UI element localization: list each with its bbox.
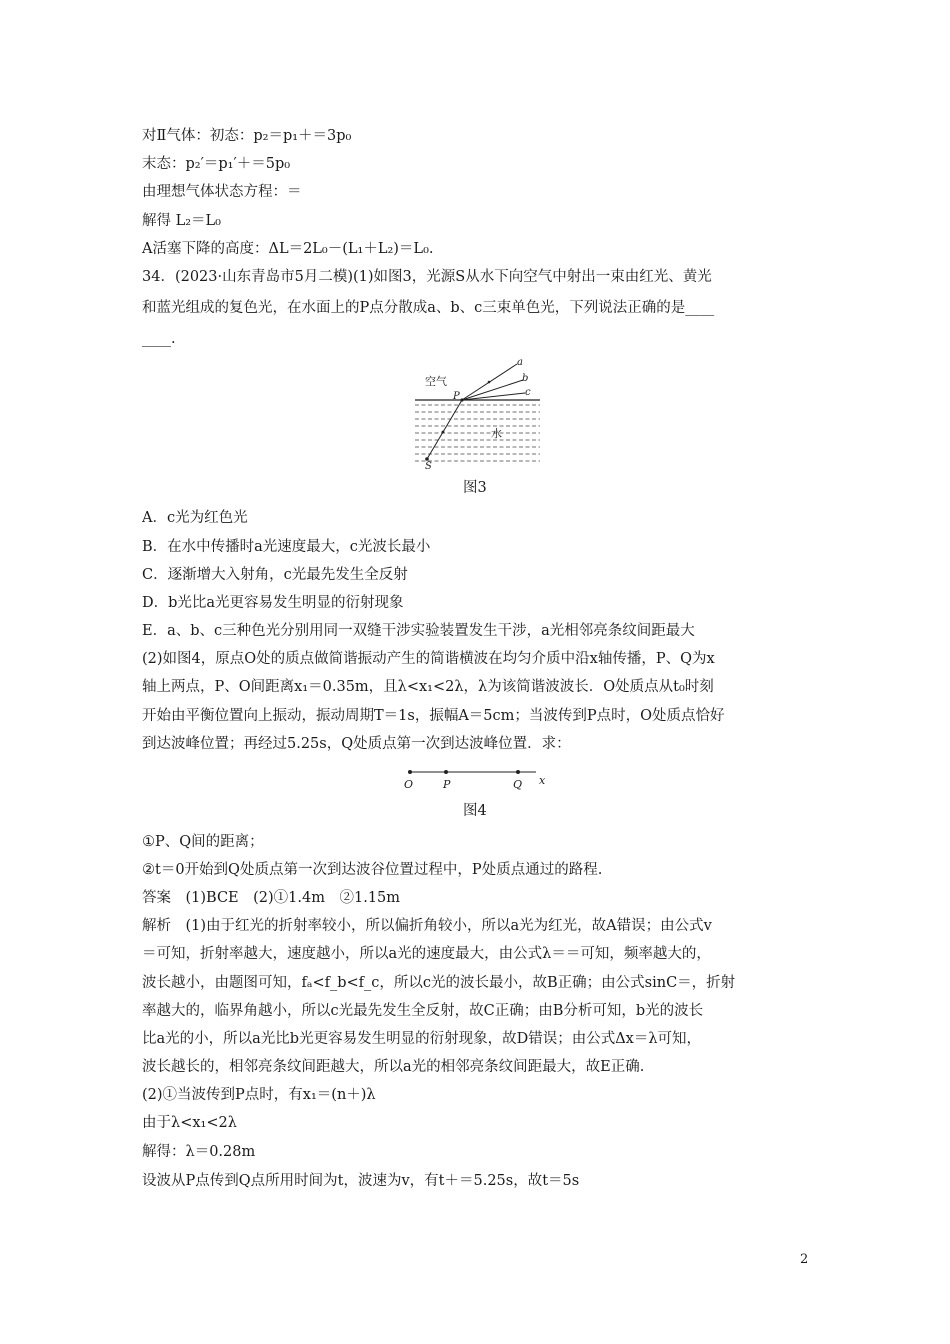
analysis-line: ＝可知，折射率越大，速度越小，所以a光的速度最大，由公式λ＝＝可知，频率越大的， — [142, 946, 711, 962]
figure-4-axis-diagram — [398, 762, 558, 792]
option-d: D．b光比a光更容易发生明显的衍射现象 — [142, 595, 404, 611]
label-c: c — [525, 387, 531, 398]
text-line: A活塞下降的高度：ΔL＝2L₀－(L₁＋L₂)＝L₀. — [142, 241, 434, 257]
label-P: P — [443, 778, 451, 791]
label-air: 空气 — [425, 375, 447, 388]
water-surface-dashes — [415, 405, 540, 461]
point-P-dot — [460, 398, 463, 401]
label-x: x — [539, 774, 546, 787]
question-34-line: 和蓝光组成的复色光，在水面上的P点分散成a、b、c三束单色光，下列说法正确的是____ — [142, 300, 715, 316]
part2-line: (2)如图4，原点O处的质点做简谐振动产生的简谐横波在均匀介质中沿x轴传播，P、Q为x — [142, 651, 715, 667]
part2-line: 开始由平衡位置向上振动，振动周期T＝1s，振幅A＝5cm；当波传到P点时，O处质点恰好 — [142, 708, 725, 724]
question-34-line: ____. — [142, 331, 176, 347]
point-P-dot — [444, 770, 448, 774]
analysis-line: (2)①当波传到P点时，有x₁＝(n＋)λ — [142, 1087, 376, 1103]
label-water: 水 — [491, 427, 502, 440]
point-Q-dot — [516, 770, 520, 774]
text-line: 末态：p₂′＝p₁′＋＝5p₀ — [142, 156, 291, 172]
analysis-line: 波长越小，由题图可知，fₐ<f_b<f_c，所以c光的波长最小，故B正确；由公式sinC＝，折射 — [142, 975, 736, 991]
ray-arrow-dot — [488, 381, 491, 384]
option-a: A．c光为红色光 — [142, 510, 248, 526]
label-Q: Q — [513, 778, 523, 791]
option-b: B．在水中传播时a光速度最大，c光波长最小 — [142, 539, 431, 555]
point-O-dot — [408, 770, 412, 774]
part2-line: 到达波峰位置；再经过5.25s，Q处质点第一次到达波峰位置．求： — [142, 736, 571, 752]
text-line: 对Ⅱ气体：初态：p₂＝p₁＋＝3p₀ — [142, 128, 352, 144]
figure-3-refraction-diagram — [405, 355, 545, 470]
page-number: 2 — [800, 1252, 809, 1267]
text-line: 由理想气体状态方程：＝ — [142, 184, 302, 200]
analysis-line: 设波从P点传到Q点所用时间为t，波速为v，有t＋＝5.25s，故t＝5s — [142, 1173, 580, 1189]
figure-3-caption: 图3 — [463, 480, 487, 496]
incident-ray — [427, 400, 462, 459]
answer-line: 答案 (1)BCE (2)①1.4m ②1.15m — [142, 890, 401, 906]
label-S: S — [425, 461, 432, 470]
label-b: b — [522, 373, 529, 384]
question-34-line: 34．(2023·山东青岛市5月二模)(1)如图3，光源S从水下向空气中射出一束由红光、黄光 — [142, 269, 712, 285]
analysis-line: 比a光的小，所以a光比b光更容易发生明显的衍射现象，故D错误；由公式Δx＝λ可知， — [142, 1031, 702, 1047]
analysis-line: 率越大的，临界角越小，所以c光最先发生全反射，故C正确；由B分析可知，b光的波长 — [142, 1003, 704, 1019]
option-c: C．逐渐增大入射角，c光最先发生全反射 — [142, 567, 408, 583]
analysis-line: 波长越长的，相邻亮条纹间距越大，所以a光的相邻亮条纹间距最大，故E正确. — [142, 1059, 645, 1075]
part2-line: 轴上两点，P、O间距离x₁＝0.35m，且λ<x₁<2λ，λ为该简谐波波长．O处质点从t₀时刻 — [142, 679, 714, 695]
question-1: ①P、Q间的距离； — [142, 834, 264, 850]
text-line: 解得 L₂＝L₀ — [142, 213, 221, 229]
label-P: P — [453, 391, 460, 402]
analysis-line: 解析 (1)由于红光的折射率较小，所以偏折角较小，所以a光为红光，故A错误；由公式v — [142, 918, 712, 934]
label-a: a — [517, 357, 523, 368]
figure-4-caption: 图4 — [463, 803, 487, 819]
analysis-line: 解得：λ＝0.28m — [142, 1144, 256, 1160]
label-O: O — [404, 778, 414, 791]
question-2: ②t＝0开始到Q处质点第一次到达波谷位置过程中，P处质点通过的路程. — [142, 862, 603, 878]
analysis-line: 由于λ<x₁<2λ — [142, 1115, 237, 1131]
option-e: E．a、b、c三种色光分别用同一双缝干涉实验装置发生干涉，a光相邻亮条纹间距最大 — [142, 623, 695, 639]
ray-arrow-dot — [442, 431, 445, 434]
